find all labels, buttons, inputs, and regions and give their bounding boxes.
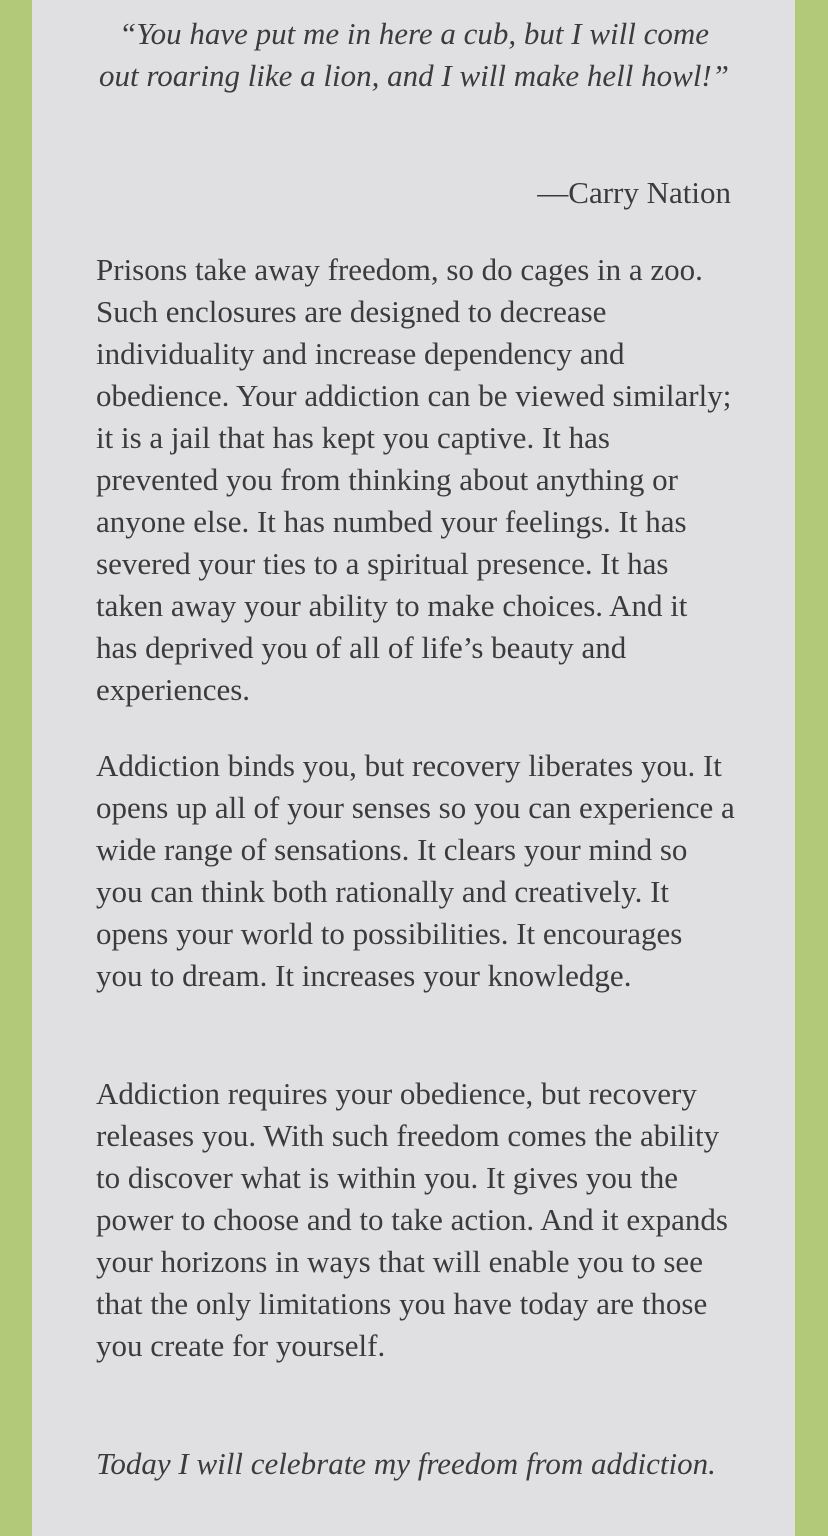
reading-page xyxy=(32,0,795,1536)
body-paragraph-3: Addiction requires your obedience, but recovery releases you. With such freedom comes the ability to discover what is within you. It gives you the power to choose and to take action. And it expands your horizons in ways that will enable you to see that the only limitations you have today are those you create for yourself. xyxy=(96,1076,728,1363)
body-paragraph-2: Addiction binds you, but recovery liberates you. It opens up all of your senses so you can experience a wide range of sensations. It clears your mind so you can think both rationally and creatively. It opens your world to possibilities. It encourages you to dream. It increases your knowledge. xyxy=(96,748,735,993)
epigraph-attribution: —Carry Nation xyxy=(537,175,731,210)
epigraph-quote: “You have put me in here a cub, but I will come out roaring like a lion, and I will make hell howl!” xyxy=(98,16,729,93)
closing-affirmation: Today I will celebrate my freedom from addiction. xyxy=(96,1446,716,1481)
body-paragraph-1: Prisons take away freedom, so do cages in a zoo. Such enclosures are designed to decrease individuality and increase dependency and obedience. Your addiction can be viewed similarly; it is a jail that has kept you captive. It has prevented you from thinking about anything or anyone else. It has numbed your feelings. It has severed your ties to a spiritual presence. It has taken away your ability to make choices. And it has deprived you of all of life’s beauty and experiences. xyxy=(96,252,732,707)
